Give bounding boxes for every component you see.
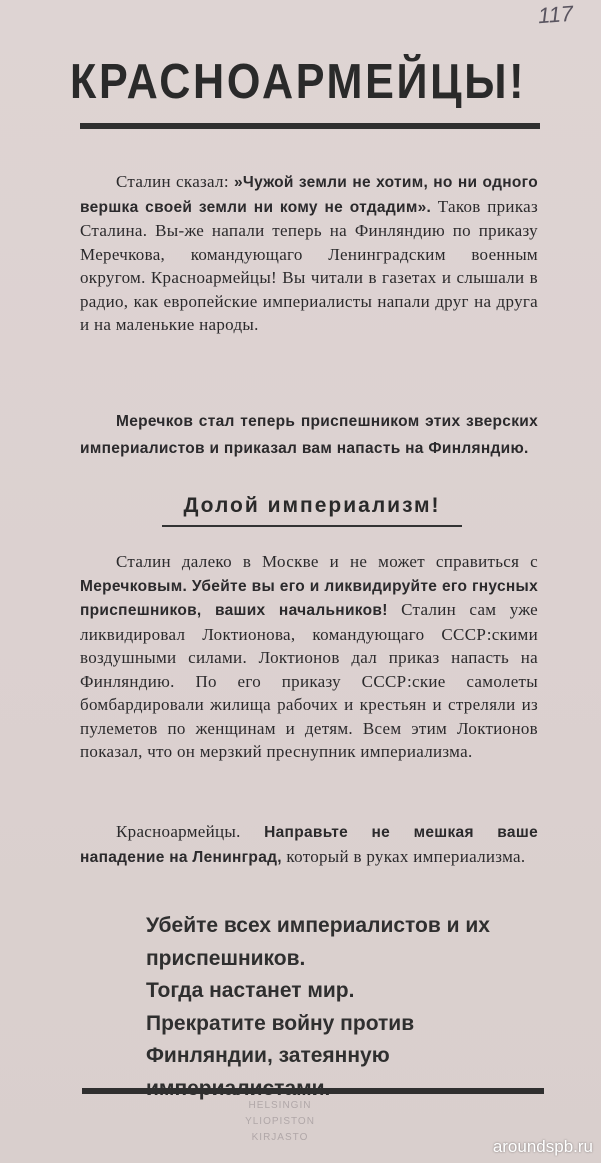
paragraph-3-rest: Сталин сам уже ликвидировал Локтионова, командующаго СССР:скими воздушными силами. Локтионов дал приказ напасть на Финляндию. По его приказу СССР:ские самолеты бомбардировали жилища рабочих и крестьян и стреляли из пулеметов по женщинам и детям. Всем этим Локтионов показал, что он мерзкий преснупник империализма. (80, 600, 538, 761)
stamp-line-1: HELSINGIN (248, 1100, 312, 1111)
paragraph-2-text: Меречков стал теперь приспешником этих зверских империалистов и приказал вам напасть на Финляндию. (80, 413, 538, 457)
headline: КРАСНОАРМЕЙЦЫ! (70, 55, 527, 109)
paragraph-1 (80, 170, 538, 337)
stamp-line-2: YLIOPISTON (245, 1116, 315, 1127)
closing-line-1: Убейте всех империалистов и их приспешников. (146, 914, 490, 970)
paragraph-2 (80, 408, 538, 462)
paragraph-1-quote: »Чужой земли не хотим, но ни одного вершка своей земли ни кому не отдадим». (80, 174, 538, 216)
paragraph-4 (80, 820, 538, 869)
paragraph-4-rest: который в руках империализма. (281, 846, 526, 866)
top-rule (80, 123, 540, 129)
subheading: Долой империализм! (183, 494, 441, 517)
paragraph-1-lead: Сталин сказал: (116, 172, 234, 191)
stamp-line-3: KIRJASTO (251, 1132, 309, 1143)
paragraph-3-lead: Сталин далеко в Москве и не может справиться с (116, 552, 538, 571)
paragraph-3 (80, 550, 538, 764)
bottom-rule (82, 1088, 544, 1094)
handwritten-page-number: 117 (537, 0, 574, 29)
subheading-underline (162, 525, 462, 527)
closing-line-3: Прекратите войну против Финляндии, затеянную (146, 1011, 415, 1067)
paragraph-4-lead: Красноармейцы. (116, 822, 265, 841)
library-stamp (215, 1098, 345, 1146)
paragraph-1-rest: Таков приказ Сталина. Вы-же напали теперь на Финляндию по приказу Меречкова, командующаго Ленинградским военным округом. Красноармейцы! Вы читали в газетах и слышали в радио, как европейские империалисты напали друг на друга и на маленькие народы. (80, 196, 538, 334)
paragraph-4-bold: Направьте не мешкая ваше нападение на Ленинград, (80, 824, 538, 866)
closing-line-2: Тогда настанет мир. (146, 979, 355, 1002)
watermark: aroundspb.ru (492, 1137, 593, 1156)
closing-appeal (146, 910, 546, 1105)
paragraph-3-bold: Меречковым. Убейте вы его и ликвидируйте его гнусных приспешников, ваших начальников! (80, 577, 538, 619)
